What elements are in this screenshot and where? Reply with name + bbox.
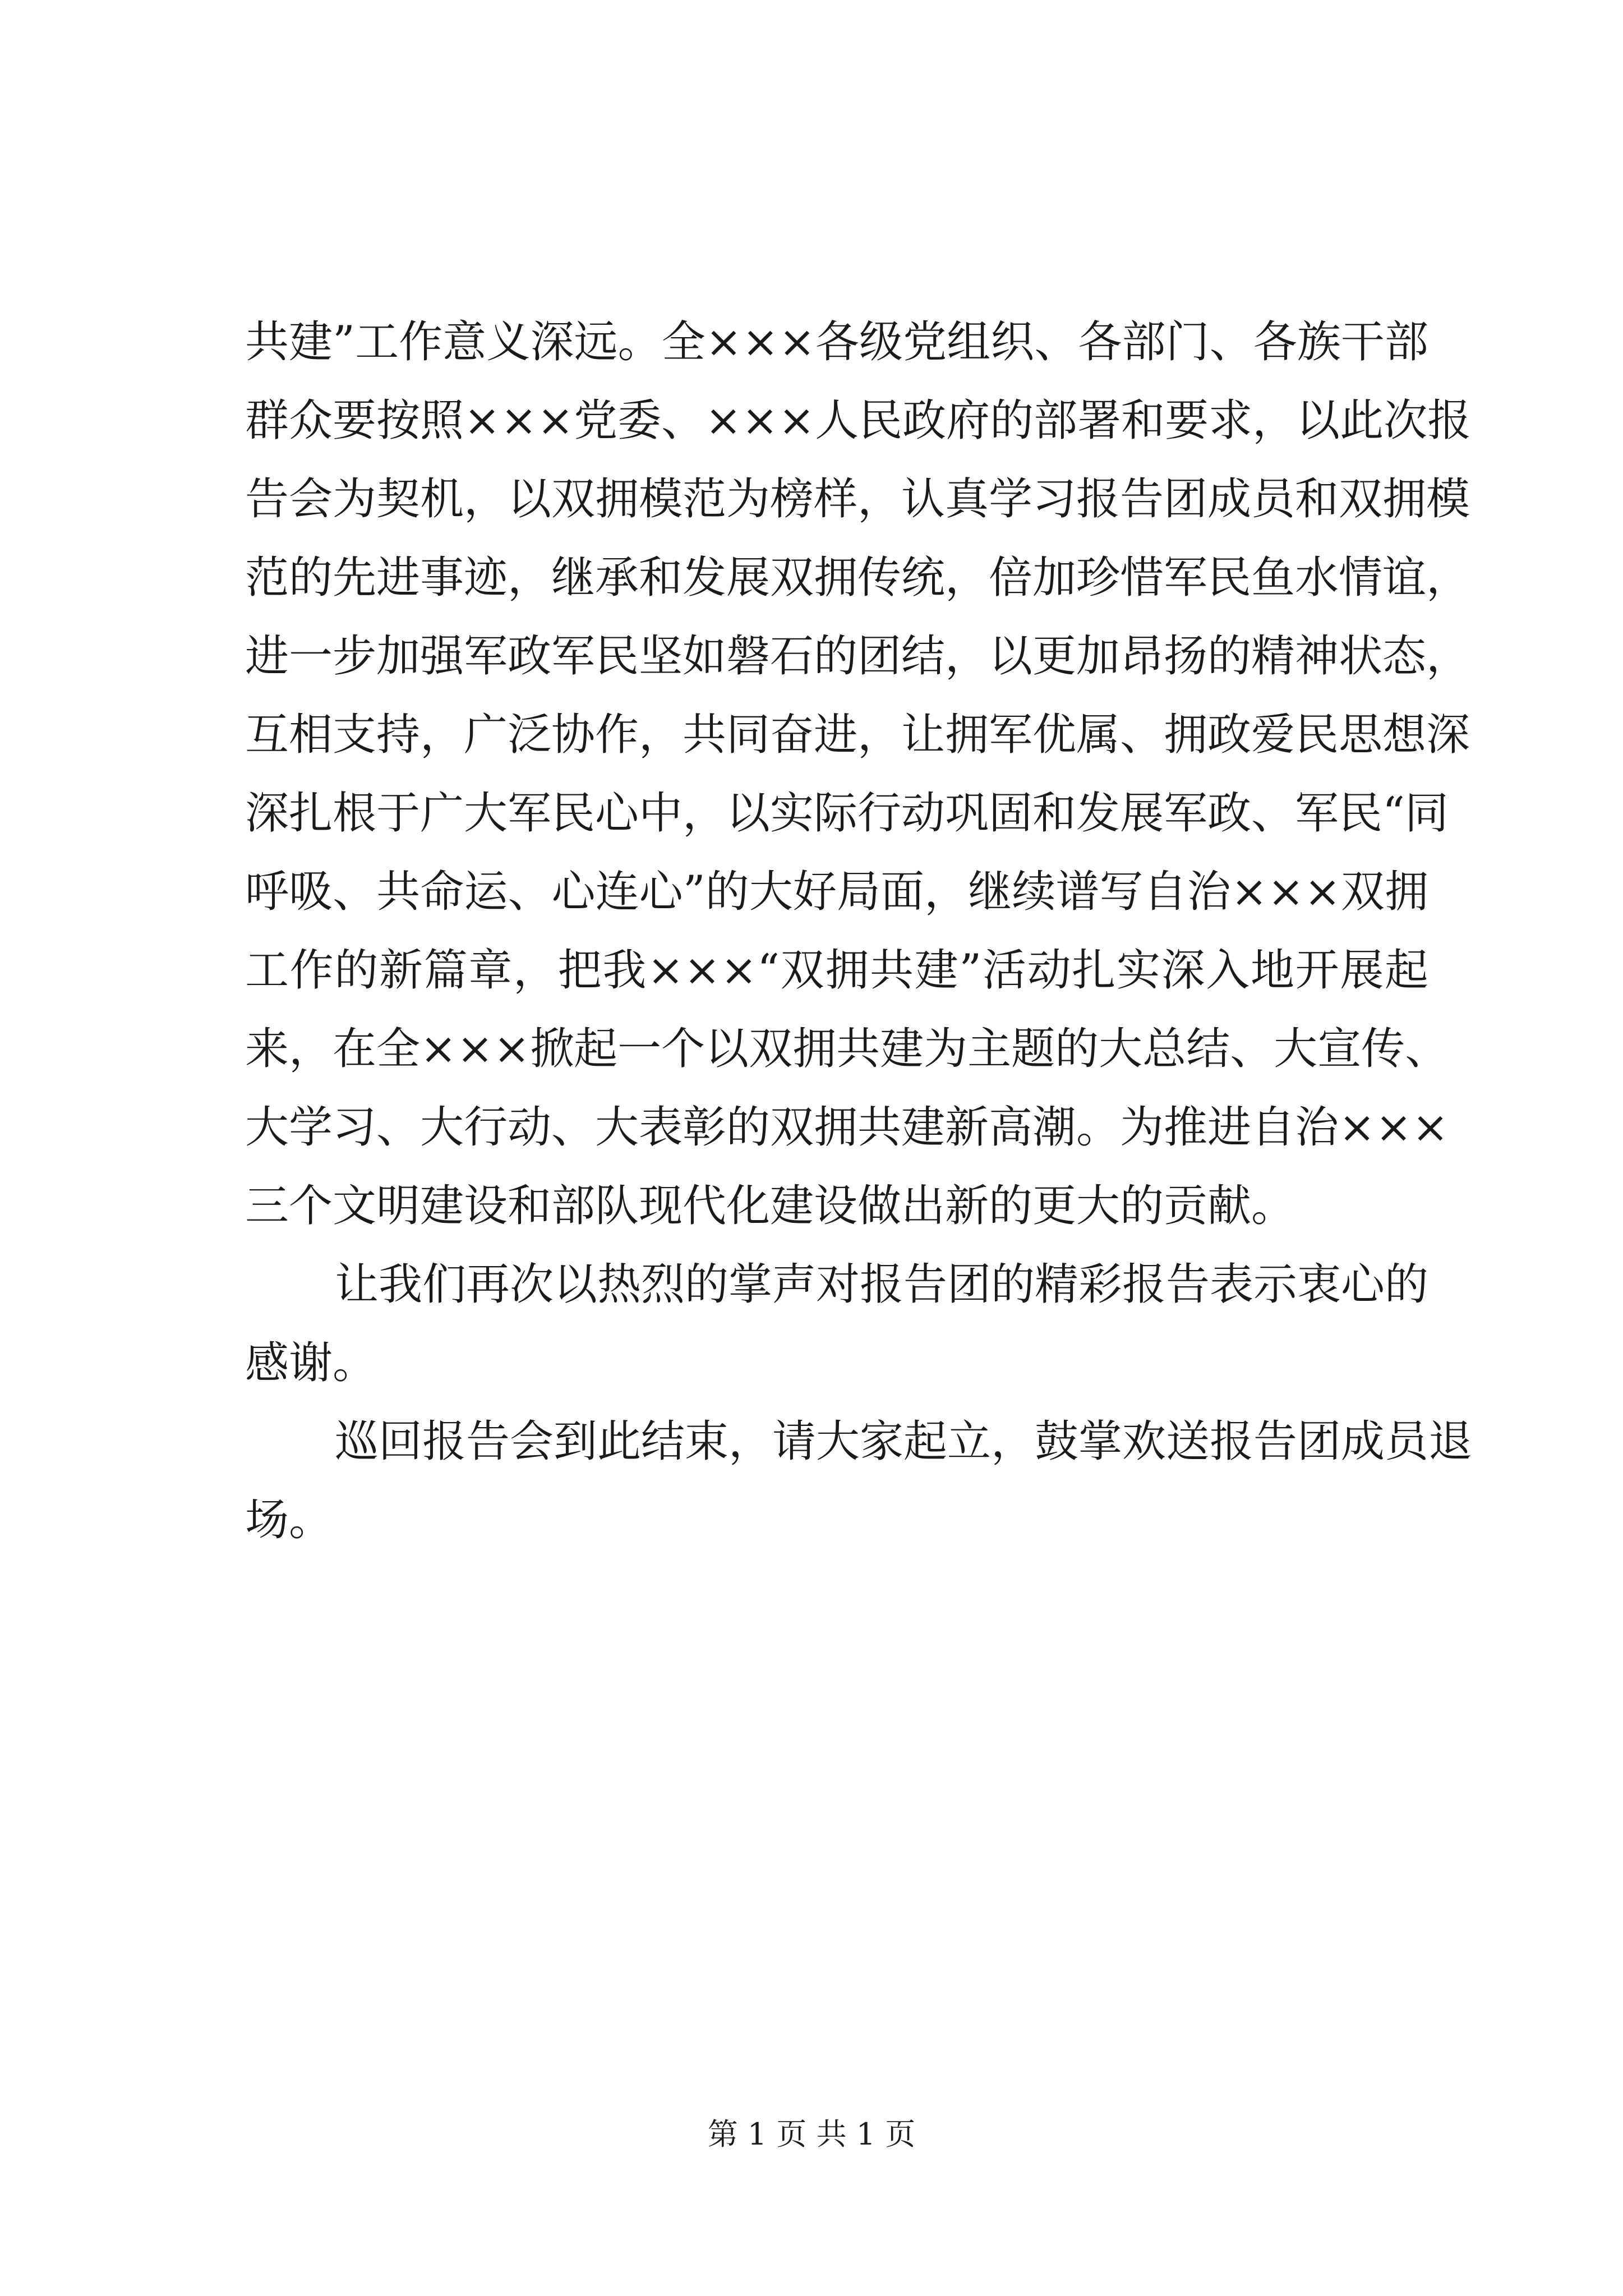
paragraph-2 xyxy=(245,1245,1428,1402)
text-line: 来，在全×××掀起一个以双拥共建为主题的大总结、大宣传、 xyxy=(245,1024,1449,1074)
paragraph-3 xyxy=(245,1402,1473,1559)
text-line: 让我们再次以热烈的掌声对报告团的精彩报告表示衷心的 xyxy=(335,1259,1429,1310)
text-line: 共建”工作意义深远。全×××各级党组织、各部门、各族干部 xyxy=(245,317,1428,367)
page-footer: 第 1 页 共 1 页 xyxy=(707,2116,916,2152)
text-line: 三个文明建设和部队现代化建设做出新的更大的贡献。 xyxy=(245,1181,1295,1231)
text-line: 场。 xyxy=(245,1495,333,1545)
text-line: 群众要按照×××党委、×××人民政府的部署和要求，以此次报 xyxy=(245,395,1472,446)
text-line: 呼吸、共命运、心连心”的大好局面，继续谱写自治×××双拥 xyxy=(245,867,1428,917)
text-line: 互相支持，广泛协作，共同奋进，让拥军优属、拥政爱民思想深 xyxy=(245,710,1470,760)
text-line: 感谢。 xyxy=(245,1338,377,1388)
text-line: 工作的新篇章，把我×××“双拥共建”活动扎实深入地开展起 xyxy=(245,945,1428,996)
text-line: 巡回报告会到此结束，请大家起立，鼓掌欢送报告团成员退 xyxy=(335,1416,1473,1467)
text-line: 告会为契机，以双拥模范为榜样，认真学习报告团成员和双拥模 xyxy=(245,474,1470,524)
text-line: 范的先进事迹，继承和发展双拥传统，倍加珍惜军民鱼水情谊， xyxy=(245,553,1470,603)
text-line: 大学习、大行动、大表彰的双拥共建新高潮。为推进自治××× xyxy=(245,1102,1449,1153)
text-line: 进一步加强军政军民坚如磐石的团结，以更加昂扬的精神状态， xyxy=(245,631,1470,682)
text-line: 深扎根于广大军民心中，以实际行动巩固和发展军政、军民“同 xyxy=(245,788,1449,839)
paragraph-1 xyxy=(245,303,1472,1245)
document-body xyxy=(245,303,1473,1559)
